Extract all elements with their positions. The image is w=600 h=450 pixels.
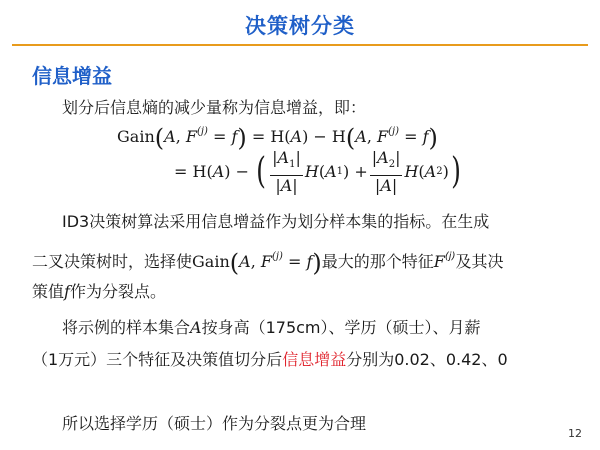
paragraph-id3-line-3: 策值f作为分裂点。 <box>32 282 166 301</box>
fraction-a2: $\frac{|A_2|}{|A|}$ <box>371 148 401 195</box>
formula-line-1: Gain(A, $F^{(j)} = f) = H(A) - H(A$, $F^{(j)} = f$) <box>117 124 438 152</box>
title-divider <box>12 44 588 46</box>
paragraph-example-line-1: 将示例的样本集合A按身高（175cm）、学历（硕士）、月薪 <box>62 318 481 337</box>
paragraph-example-line-2: （1万元）三个特征及决策值切分后信息增益分别为0.02、0.42、0 <box>32 350 508 369</box>
formula-line-2: = H ( A ) − ( $\frac{|A_1|}{|A|}$ H ( A 1 ) + $\frac{|A_2|}{|A|}$ H ( A 2 ) ) <box>174 148 461 195</box>
info-gain-highlight: 信息增益 <box>282 350 347 369</box>
paragraph-id3-line-2: 二叉决策树时，选择使Gain(A, $F^{(j)} = f$)最大的那个特征$F^{(j)}$及其决 <box>32 249 504 277</box>
page-number: 12 <box>568 427 582 440</box>
paragraph-id3-line-1: ID3决策树算法采用信息增益作为划分样本集的指标。在生成 <box>62 212 490 231</box>
intro-text: 划分后信息熵的减少量称为信息增益，即： <box>62 98 367 117</box>
conclusion-text: 所以选择学历（硕士）作为分裂点更为合理 <box>62 414 367 433</box>
section-heading: 信息增益 <box>32 64 112 88</box>
slide-title: 决策树分类 <box>245 14 355 38</box>
fraction-a1: $\frac{|A_1|}{|A|}$ <box>272 148 301 195</box>
